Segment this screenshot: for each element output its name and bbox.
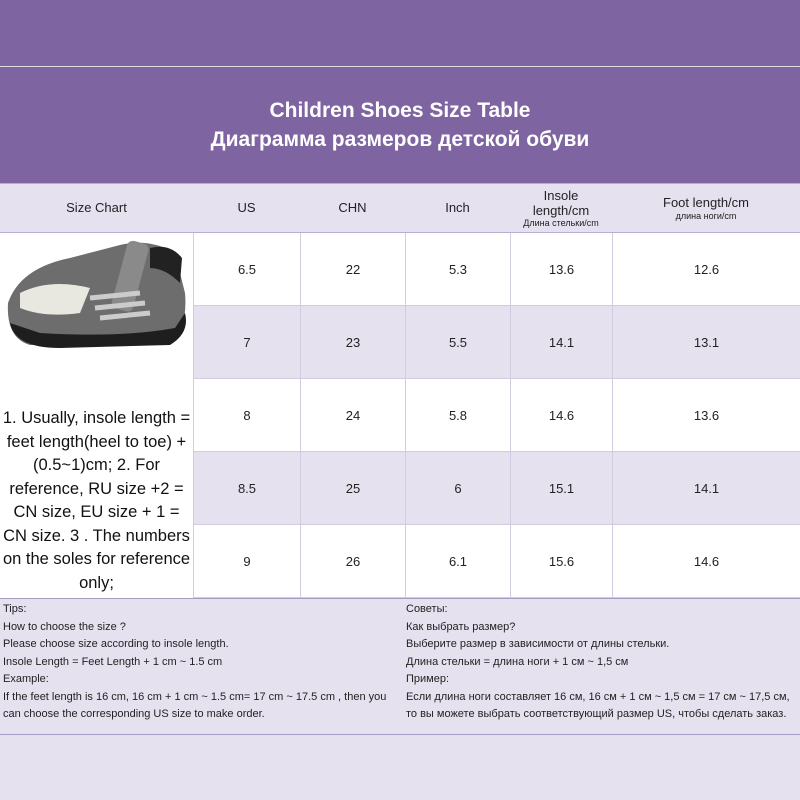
header-foot-ru: длина ноги/cm [675,210,737,221]
cell-foot: 14.1 [612,452,800,525]
tip-line: Длина стельки = длина ноги + 1 см ~ 1,5 см [406,655,629,668]
cell-insole: 15.6 [510,525,612,598]
shoe-image [0,233,193,355]
tip-line: can choose the corresponding US size to make order. [3,708,265,720]
table-header [0,183,800,233]
tip-line: Выберите размер в зависимости от длины стельки. [406,638,670,650]
cell-foot: 13.6 [612,379,800,452]
tip-line: If the feet length is 16 cm, 16 cm + 1 cm ~ 1.5 cm= 17 cm ~ 17.5 cm , then you [3,690,387,703]
tip-line: то вы можете выбрать соответствующий размер US, чтобы сделать заказ. [406,708,787,720]
tip-line: Please choose size according to insole length. [3,638,229,650]
cell-inch: 5.3 [405,233,510,306]
size-notes: 1. Usually, insole length = feet length(heel to toe) + (0.5~1)cm; 2. For reference, RU size +2 = CN size, EU size + 1 = CN size. 3 . The numbers on the soles for reference only; [2,409,191,592]
cell-chn: 23 [300,306,405,379]
title-ru: Диаграмма размеров детской обуви [210,128,590,151]
title-en: Children Shoes Size Table [269,99,531,122]
table-row [193,452,800,525]
header-us: US [237,200,256,215]
header-chn: CHN [338,200,367,215]
cell-us: 8 [193,379,300,452]
cell-chn: 24 [300,379,405,452]
cell-inch: 5.5 [405,306,510,379]
table-row [193,233,800,306]
cell-insole: 13.6 [510,233,612,306]
tips-panel [0,598,800,735]
tip-line: Tips: [3,603,27,615]
cell-foot: 12.6 [612,233,800,306]
header-insole [510,184,612,232]
tip-line: Example: [3,673,49,685]
header-foot-en: Foot length/cm [663,194,749,210]
header-foot [612,184,800,232]
header-inch: Inch [445,200,470,215]
cell-us: 6.5 [193,233,300,306]
header-size-chart: Size Chart [66,200,127,215]
cell-inch: 6 [405,452,510,525]
tip-line: Если длина ноги составляет 16 см, 16 см + 1 см ~ 1,5 см = 17 см ~ 17,5 см, [406,690,790,703]
cell-chn: 25 [300,452,405,525]
tip-line: Как выбрать размер? [406,620,516,633]
tip-line: Советы: [406,603,448,615]
cell-inch: 6.1 [405,525,510,598]
table-row [193,306,800,379]
cell-insole: 15.1 [510,452,612,525]
header-insole-en: Insole length/cm [532,187,590,218]
tip-line: Пример: [406,673,450,685]
page-title [0,68,800,183]
tip-line: How to choose the size ? [3,620,126,633]
cell-us: 7 [193,306,300,379]
cell-foot: 14.6 [612,525,800,598]
table-row [193,525,800,598]
cell-us: 8.5 [193,452,300,525]
top-band [0,0,800,67]
cell-insole: 14.6 [510,379,612,452]
left-panel [0,233,193,598]
cell-chn: 22 [300,233,405,306]
cell-chn: 26 [300,525,405,598]
table-row [193,379,800,452]
tip-line: Insole Length = Feet Length + 1 cm ~ 1.5 cm [3,655,223,668]
header-insole-ru: Длина стельки/cm [523,217,599,228]
cell-insole: 14.1 [510,306,612,379]
cell-inch: 5.8 [405,379,510,452]
cell-foot: 13.1 [612,306,800,379]
bottom-band [0,735,800,800]
cell-us: 9 [193,525,300,598]
